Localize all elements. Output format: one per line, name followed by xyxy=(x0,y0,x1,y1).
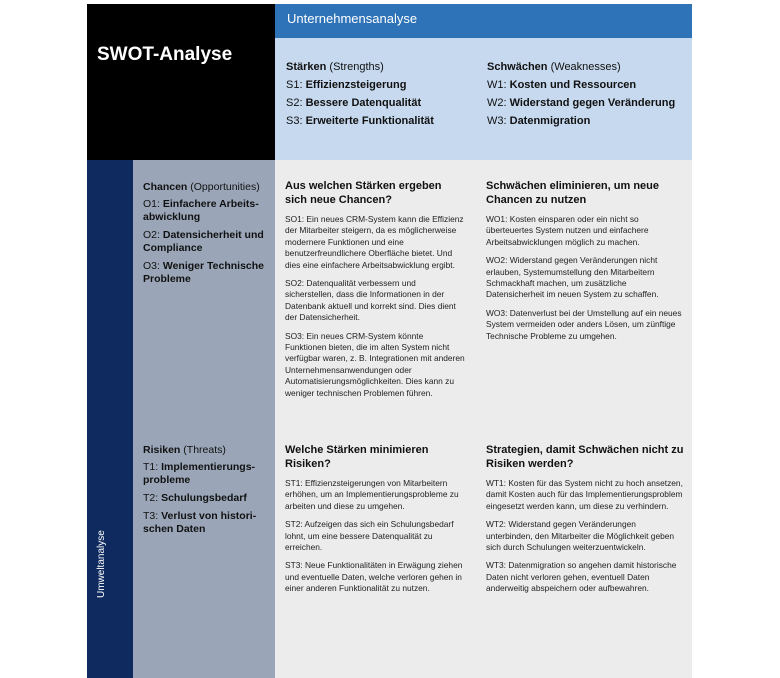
wt-paragraph: WT3: Datenmigration so angehen damit historische Daten nicht verloren gehen, eventuell Daten anderweitig abspeichern oder aufbewahren. xyxy=(486,560,677,594)
section-title: Unternehmensanalyse xyxy=(287,11,418,26)
opportunities-block xyxy=(143,181,271,286)
threats-block xyxy=(143,444,271,536)
st-heading: Welche Stärken minimieren Risiken? xyxy=(285,444,429,470)
wt-paragraph: WT1: Kosten für das System nicht zu hoch ansetzen, damit Kosten auch für das Implementierungsproblem eingesetzt werden kann, um diese zu verhindern. xyxy=(486,478,683,511)
weaknesses-block xyxy=(487,61,687,127)
wt-paragraph: WT2: Widerstand gegen Veränderungen unterbinden, den Mitarbeiter die Möglichkeit geben sich durch Schulungen weiterzuentwickeln. xyxy=(486,519,675,553)
so-paragraph: SO2: Datenqualität verbessern und sicherstellen, dass die Informationen in der Datenbank aktuell und korrekt sind. Dies dient der Datensicherheit. xyxy=(285,278,456,323)
weakness-item: W2: Widerstand gegen Veränderung xyxy=(487,97,676,109)
opportunities-header: Chancen (Opportunities) xyxy=(143,181,260,193)
threat-item: T1: Implementierungs-probleme xyxy=(143,461,256,486)
opportunity-item: O2: Datensicherheit und Compliance xyxy=(143,229,264,254)
weakness-item: W1: Kosten und Ressourcen xyxy=(487,79,637,91)
strengths-header: Stärken (Strengths) xyxy=(286,61,384,73)
threat-item: T2: Schulungsbedarf xyxy=(143,492,247,504)
strength-item: S2: Bessere Datenqualität xyxy=(286,97,422,109)
vertical-label xyxy=(96,578,107,598)
weaknesses-header: Schwächen (Weaknesses) xyxy=(487,61,621,73)
strength-item: S3: Erweiterte Funktionalität xyxy=(286,115,434,127)
wo-heading: Schwächen eliminieren, um neue Chancen zu nutzen xyxy=(486,180,659,206)
so-heading: Aus welchen Stärken ergeben sich neue Chancen? xyxy=(285,180,442,206)
wo-strategy-cell xyxy=(486,179,684,342)
wo-paragraph: WO1: Kosten einsparen oder ein nicht so überteuertes System nutzen und einfachere Arbeitsabwicklungen möglich zu machen. xyxy=(486,214,649,247)
threat-item: T3: Verlust von histori-schen Daten xyxy=(143,510,257,535)
opportunity-item: O3: Weniger Technische Probleme xyxy=(143,260,264,285)
wo-paragraph: WO2: Widerstand gegen Veränderungen nicht erlauben, Systemumstellung den Mitarbeitern Schmackhaft machen, um zusätzliche Datensicherheit im neuen System zu schaffen. xyxy=(486,255,659,300)
weakness-item: W3: Datenmigration xyxy=(487,115,591,127)
st-paragraph: ST1: Effizienzsteigerungen von Mitarbeitern erhöhen, um an Implementierungsprobleme zu arbeiten und diese zu umgehen. xyxy=(285,478,459,511)
page-title: SWOT-Analyse xyxy=(97,44,233,65)
wt-strategy-cell xyxy=(486,443,684,595)
st-paragraph: ST2: Aufzeigen das sich ein Schulungsbedarf lohnt, um eine bessere Datenqualität zu erreichen. xyxy=(285,519,454,553)
st-strategy-cell xyxy=(285,443,465,595)
threats-header: Risiken (Threats) xyxy=(143,444,226,456)
strength-item: S1: Effizienzsteigerung xyxy=(286,79,407,91)
wt-heading: Strategien, damit Schwächen nicht zu Risiken werden? xyxy=(486,444,684,470)
so-paragraph: SO1: Ein neues CRM-System kann die Effizienz der Mitarbeiter steigern, da es möglicherweise modernere Funktionen und eine benutzerfreundlichere Oberfläche bietet. Und dies eine einfachere Arbeitsabwicklung ergibt. xyxy=(285,214,464,270)
so-paragraph: SO3: Ein neues CRM-System könnte Funktionen bieten, die im alten System nicht verfügbar waren, z. B. Integrationen mit anderen Unternehmensanwendungen oder Automatisierungsmöglichkeiten. Dies kann zu weniger technischen Problemen führen. xyxy=(285,330,465,398)
environment-side-bar xyxy=(87,160,133,678)
wo-paragraph: WO3: Datenverlust bei der Umstellung auf ein neues System vermeiden oder anders Lösen, um zünftige Technische Probleme zu umgehen. xyxy=(486,307,682,341)
strengths-block xyxy=(286,61,476,127)
st-paragraph: ST3: Neue Funktionalitäten in Erwägung ziehen und eventuelle Daten, welche verloren gehen in einer anderen Funktionalität zu nutzen. xyxy=(285,560,463,594)
opportunity-item: O1: Einfachere Arbeits-abwicklung xyxy=(143,198,259,223)
title-block xyxy=(87,4,275,160)
so-strategy-cell xyxy=(285,179,465,399)
